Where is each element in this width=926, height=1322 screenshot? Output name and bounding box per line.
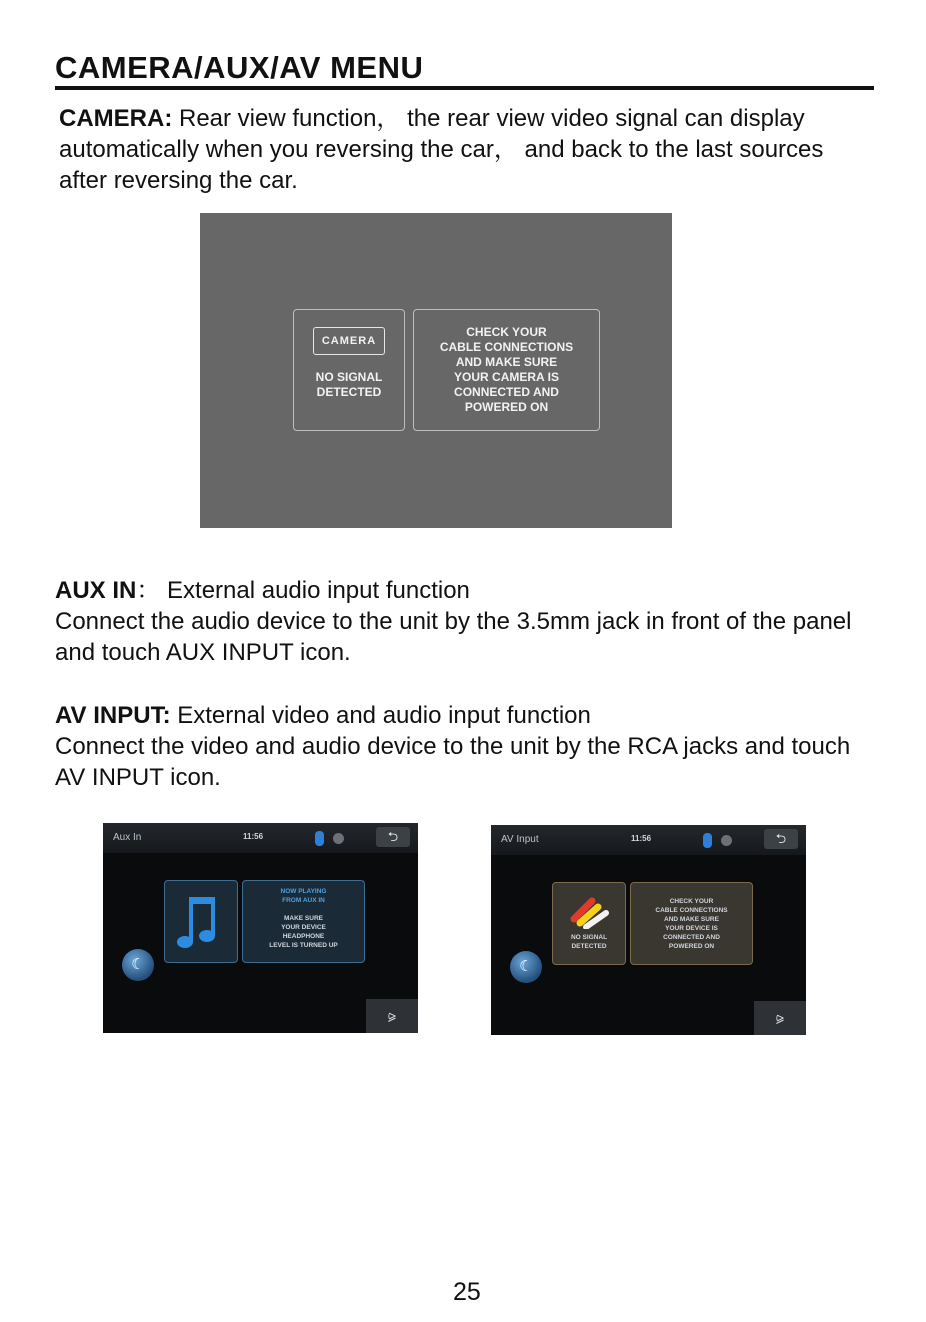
aux-message-tile (242, 880, 365, 963)
rca-cable-tile (552, 882, 626, 965)
av-message-tile (630, 882, 753, 965)
aux-label: AUX IN (55, 577, 137, 604)
back-button[interactable]: ⮌ (764, 829, 798, 849)
equalizer-button[interactable]: ⪩ (754, 1001, 806, 1035)
page-title: CAMERA/AUX/AV MENU (55, 50, 424, 85)
aux-description: External audio input function (167, 577, 470, 604)
phone-icon[interactable]: ☾ (510, 951, 542, 983)
av-instructions: Connect the video and audio device to the unit by the RCA jacks and touch AV INPUT icon. (55, 733, 851, 791)
camera-message-box (413, 309, 600, 431)
clock: 11:56 (631, 834, 652, 843)
aux-separator: ： (136, 577, 168, 604)
av-input-screen (491, 825, 806, 1035)
camera-status-box (293, 309, 405, 431)
aux-instructions: Connect the audio device to the unit by the 3.5mm jack in front of the panel and touch AUX INPUT icon. (55, 608, 852, 666)
page-number: 25 (453, 1278, 481, 1306)
screen-title: AV Input (501, 834, 539, 845)
camera-description: Rear view function， the rear view video signal can display automatically when you reversing the car， and back to the last sources after reversing the car. (59, 105, 824, 194)
aux-paragraph (55, 575, 875, 668)
status-bar (103, 823, 418, 853)
settings-icon[interactable] (333, 833, 344, 844)
bluetooth-icon (703, 833, 712, 848)
settings-icon[interactable] (721, 835, 732, 846)
av-label: AV INPUT: (55, 702, 171, 729)
bluetooth-icon (315, 831, 324, 846)
music-note-icon (171, 887, 231, 957)
av-description: External video and audio input function (170, 702, 591, 729)
camera-screen (200, 213, 672, 528)
clock: 11:56 (243, 832, 264, 841)
rca-cable-icon (564, 889, 614, 929)
now-playing-text: NOW PLAYING FROM AUX IN (280, 888, 327, 904)
no-signal-text: NO SIGNAL DETECTED (570, 934, 608, 950)
camera-tag: CAMERA (313, 327, 385, 355)
aux-message: MAKE SURE YOUR DEVICE HEADPHONE LEVEL IS TURNED UP (269, 915, 338, 949)
status-bar (491, 825, 806, 855)
screen-title: Aux In (113, 832, 142, 843)
equalizer-button[interactable]: ⪩ (366, 999, 418, 1033)
music-note-tile (164, 880, 238, 963)
aux-in-screen (103, 823, 418, 1033)
phone-icon[interactable]: ☾ (122, 949, 154, 981)
camera-paragraph (59, 103, 874, 196)
av-message: CHECK YOUR CABLE CONNECTIONS AND MAKE SURE YOUR DEVICE IS CONNECTED AND POWERED ON (655, 898, 728, 950)
camera-message: CHECK YOUR CABLE CONNECTIONS AND MAKE SURE YOUR CAMERA IS CONNECTED AND POWERED ON (439, 325, 574, 414)
back-button[interactable]: ⮌ (376, 827, 410, 847)
title-underline (55, 86, 874, 90)
av-paragraph (55, 700, 875, 793)
no-signal-text: NO SIGNAL DETECTED (315, 370, 383, 399)
camera-label: CAMERA: (59, 105, 173, 132)
